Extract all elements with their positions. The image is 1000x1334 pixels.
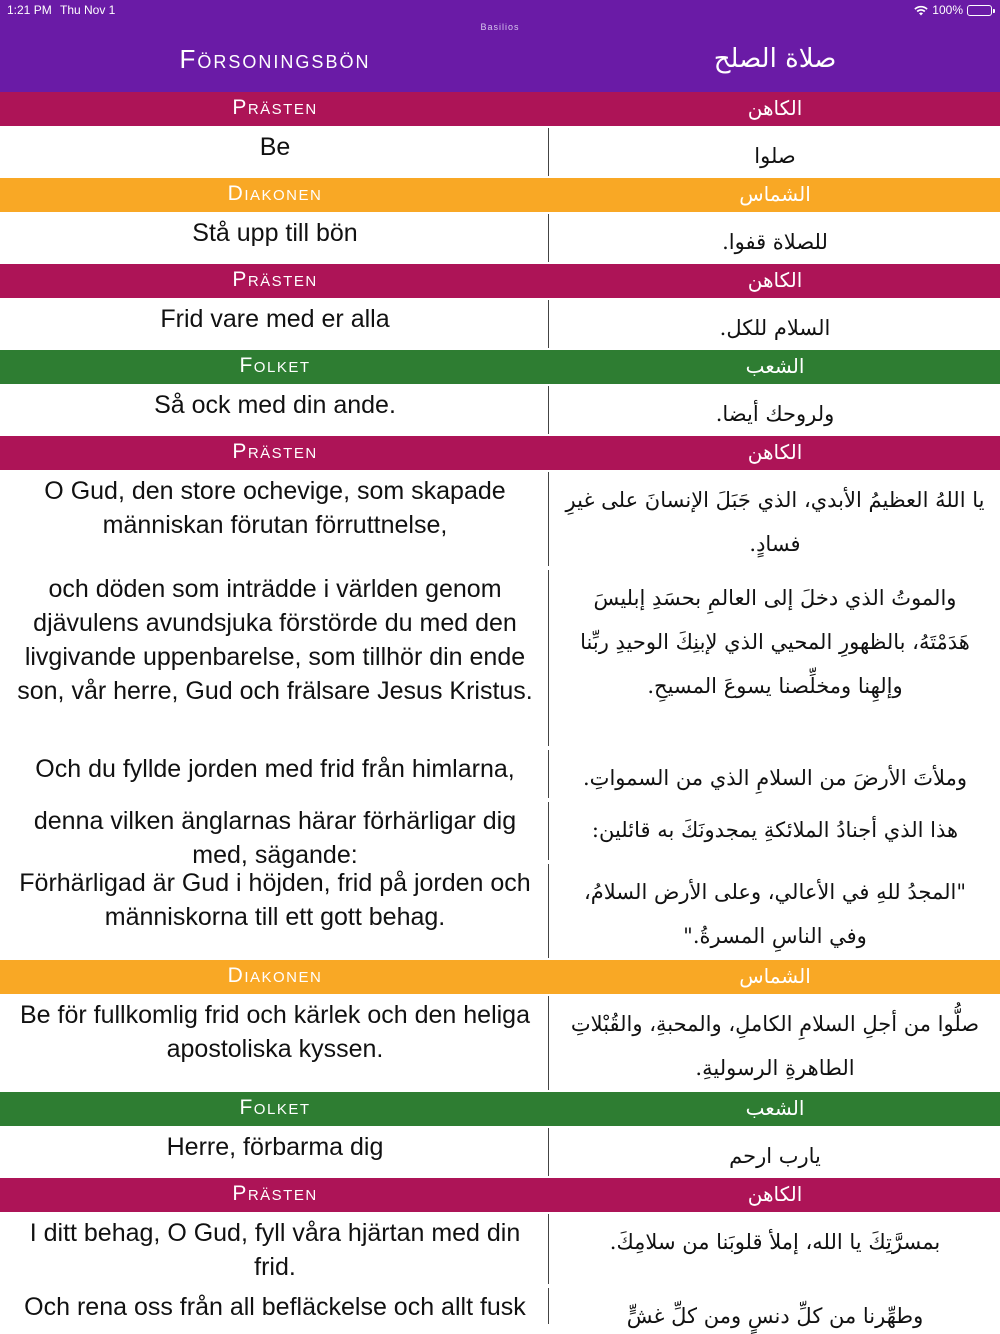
arabic-text: وطهِّرنا من كلِّ دنسٍ ومن كلِّ غشٍّ xyxy=(626,1304,924,1328)
column-divider xyxy=(548,214,549,262)
speaker-label-arabic: الشعب xyxy=(745,354,805,378)
swedish-text: Och rena oss från all befläckelse och allt fusk xyxy=(24,1293,526,1321)
liturgy-text[interactable] xyxy=(0,92,1000,1326)
app-name: Basilios xyxy=(480,22,520,32)
top-bar xyxy=(0,0,1000,92)
status-right xyxy=(914,3,992,17)
speaker-label-swedish: Prästen xyxy=(232,96,318,119)
text-row xyxy=(0,1126,1000,1178)
arabic-text: يارب ارحم xyxy=(729,1144,821,1168)
text-row xyxy=(0,470,1000,568)
speaker-label-arabic: الكاهن xyxy=(747,96,803,120)
column-divider xyxy=(548,864,549,958)
swedish-text: Förhärligad är Gud i höjden, frid på jorden och människorna till ett gott behag. xyxy=(19,869,531,931)
column-divider xyxy=(548,802,549,860)
text-row xyxy=(0,212,1000,264)
swedish-text: Herre, förbarma dig xyxy=(166,1133,384,1161)
arabic-text: ولروحك أيضا. xyxy=(715,402,835,426)
column-divider xyxy=(548,1288,549,1324)
text-row xyxy=(0,126,1000,178)
speaker-header-priest xyxy=(0,1178,1000,1212)
speaker-label-swedish: Folket xyxy=(239,354,311,377)
speaker-label-arabic: الكاهن xyxy=(747,440,803,464)
speaker-label-arabic: الشعب xyxy=(745,1096,805,1120)
speaker-label-arabic: الشماس xyxy=(739,182,811,206)
text-row xyxy=(0,862,1000,960)
swedish-text: O Gud, den store ochevige, som skapade människan förutan förruttnelse, xyxy=(44,477,506,539)
speaker-label-swedish: Prästen xyxy=(232,268,318,291)
page-title-swedish: Försoningsbön xyxy=(179,44,371,74)
speaker-label-arabic: الكاهن xyxy=(747,268,803,292)
arabic-text: والموتُ الذي دخلَ إلى العالمِ بحسَدِ إبليسَ هَدَمْتَهُ، بالظهورِ المحيي الذي لإبنِكَ الوحيدِ ربِّنا وإلهِنا ومخلِّصنا يسوعَ المسيحِ. xyxy=(580,586,970,698)
arabic-text: صلُّوا من أجلِ السلامِ الكاملِ، والمحبةِ، والقُبْلاتِ الطاهرةِ الرسوليةِ. xyxy=(570,1012,980,1080)
text-row xyxy=(0,384,1000,436)
swedish-text: denna vilken änglarnas härar förhärligar dig med, sägande: xyxy=(33,807,517,869)
text-row xyxy=(0,994,1000,1092)
speaker-header-priest xyxy=(0,264,1000,298)
status-date: Thu Nov 1 xyxy=(60,3,116,17)
column-divider xyxy=(548,1214,549,1284)
battery-percent: 100% xyxy=(932,3,963,17)
text-row xyxy=(0,748,1000,800)
swedish-text: Så ock med din ande. xyxy=(154,391,396,419)
arabic-text: بمسرَّتِكَ يا الله، إملأ قلوبَنا من سلامِكَ. xyxy=(609,1230,941,1254)
speaker-header-people xyxy=(0,350,1000,384)
speaker-label-swedish: Folket xyxy=(239,1096,311,1119)
speaker-header-priest xyxy=(0,436,1000,470)
speaker-label-arabic: الكاهن xyxy=(747,1182,803,1206)
swedish-text: Be för fullkomlig frid och kärlek och den heliga apostoliska kyssen. xyxy=(20,1001,530,1063)
swedish-text: Och du fyllde jorden med frid från himlarna, xyxy=(35,755,515,783)
speaker-header-priest xyxy=(0,92,1000,126)
column-divider xyxy=(548,300,549,348)
speaker-label-swedish: Diakonen xyxy=(227,964,323,987)
text-row xyxy=(0,1212,1000,1286)
column-divider xyxy=(548,128,549,176)
page-title-arabic: صلاة الصلح xyxy=(713,44,837,74)
speaker-header-deacon xyxy=(0,960,1000,994)
arabic-text: هذا الذي أجنادُ الملائكةِ يمجدونَكَ به قائلين: xyxy=(591,818,959,842)
swedish-text: I ditt behag, O Gud, fyll våra hjärtan med din frid. xyxy=(29,1219,521,1281)
wifi-icon xyxy=(914,5,928,16)
arabic-text: "المجدُ للهِ في الأعالي، وعلى الأرض السلامُ، وفي الناسِ المسرةُ." xyxy=(584,880,966,948)
speaker-header-deacon xyxy=(0,178,1000,212)
swedish-text: Frid vare med er alla xyxy=(160,305,390,333)
swedish-text: Be xyxy=(259,133,291,161)
arabic-text: للصلاة قفوا. xyxy=(722,230,828,254)
column-divider xyxy=(548,472,549,566)
speaker-label-arabic: الشماس xyxy=(739,964,811,988)
battery-icon xyxy=(967,5,992,16)
text-row xyxy=(0,298,1000,350)
text-row xyxy=(0,568,1000,748)
column-divider xyxy=(548,1128,549,1176)
column-divider xyxy=(548,570,549,746)
swedish-text: Stå upp till bön xyxy=(192,219,358,247)
arabic-text: يا اللهُ العظيمُ الأبدي، الذي جَبَلَ الإنسانَ على غيرِ فسادٍ. xyxy=(565,488,985,556)
speaker-label-swedish: Prästen xyxy=(232,1182,318,1205)
column-divider xyxy=(548,750,549,798)
arabic-text: صلوا xyxy=(754,144,796,168)
column-divider xyxy=(548,996,549,1090)
speaker-label-swedish: Prästen xyxy=(232,440,318,463)
text-row xyxy=(0,800,1000,869)
column-divider xyxy=(548,386,549,434)
speaker-label-swedish: Diakonen xyxy=(227,182,323,205)
swedish-text: och döden som inträdde i världen genom djävulens avundsjuka förstörde du med den livgivande uppenbarelse, som tillhör din ende son, vår herre, Gud och frälsare Jesus Kristus. xyxy=(17,575,533,705)
arabic-text: السلام للكل. xyxy=(719,316,831,340)
arabic-text: وملأتَ الأرضَ من السلامِ الذي من السمواتِ. xyxy=(583,766,967,790)
status-bar xyxy=(0,0,1000,20)
speaker-header-people xyxy=(0,1092,1000,1126)
status-time: 1:21 PM xyxy=(7,3,52,17)
text-row xyxy=(0,1286,1000,1326)
